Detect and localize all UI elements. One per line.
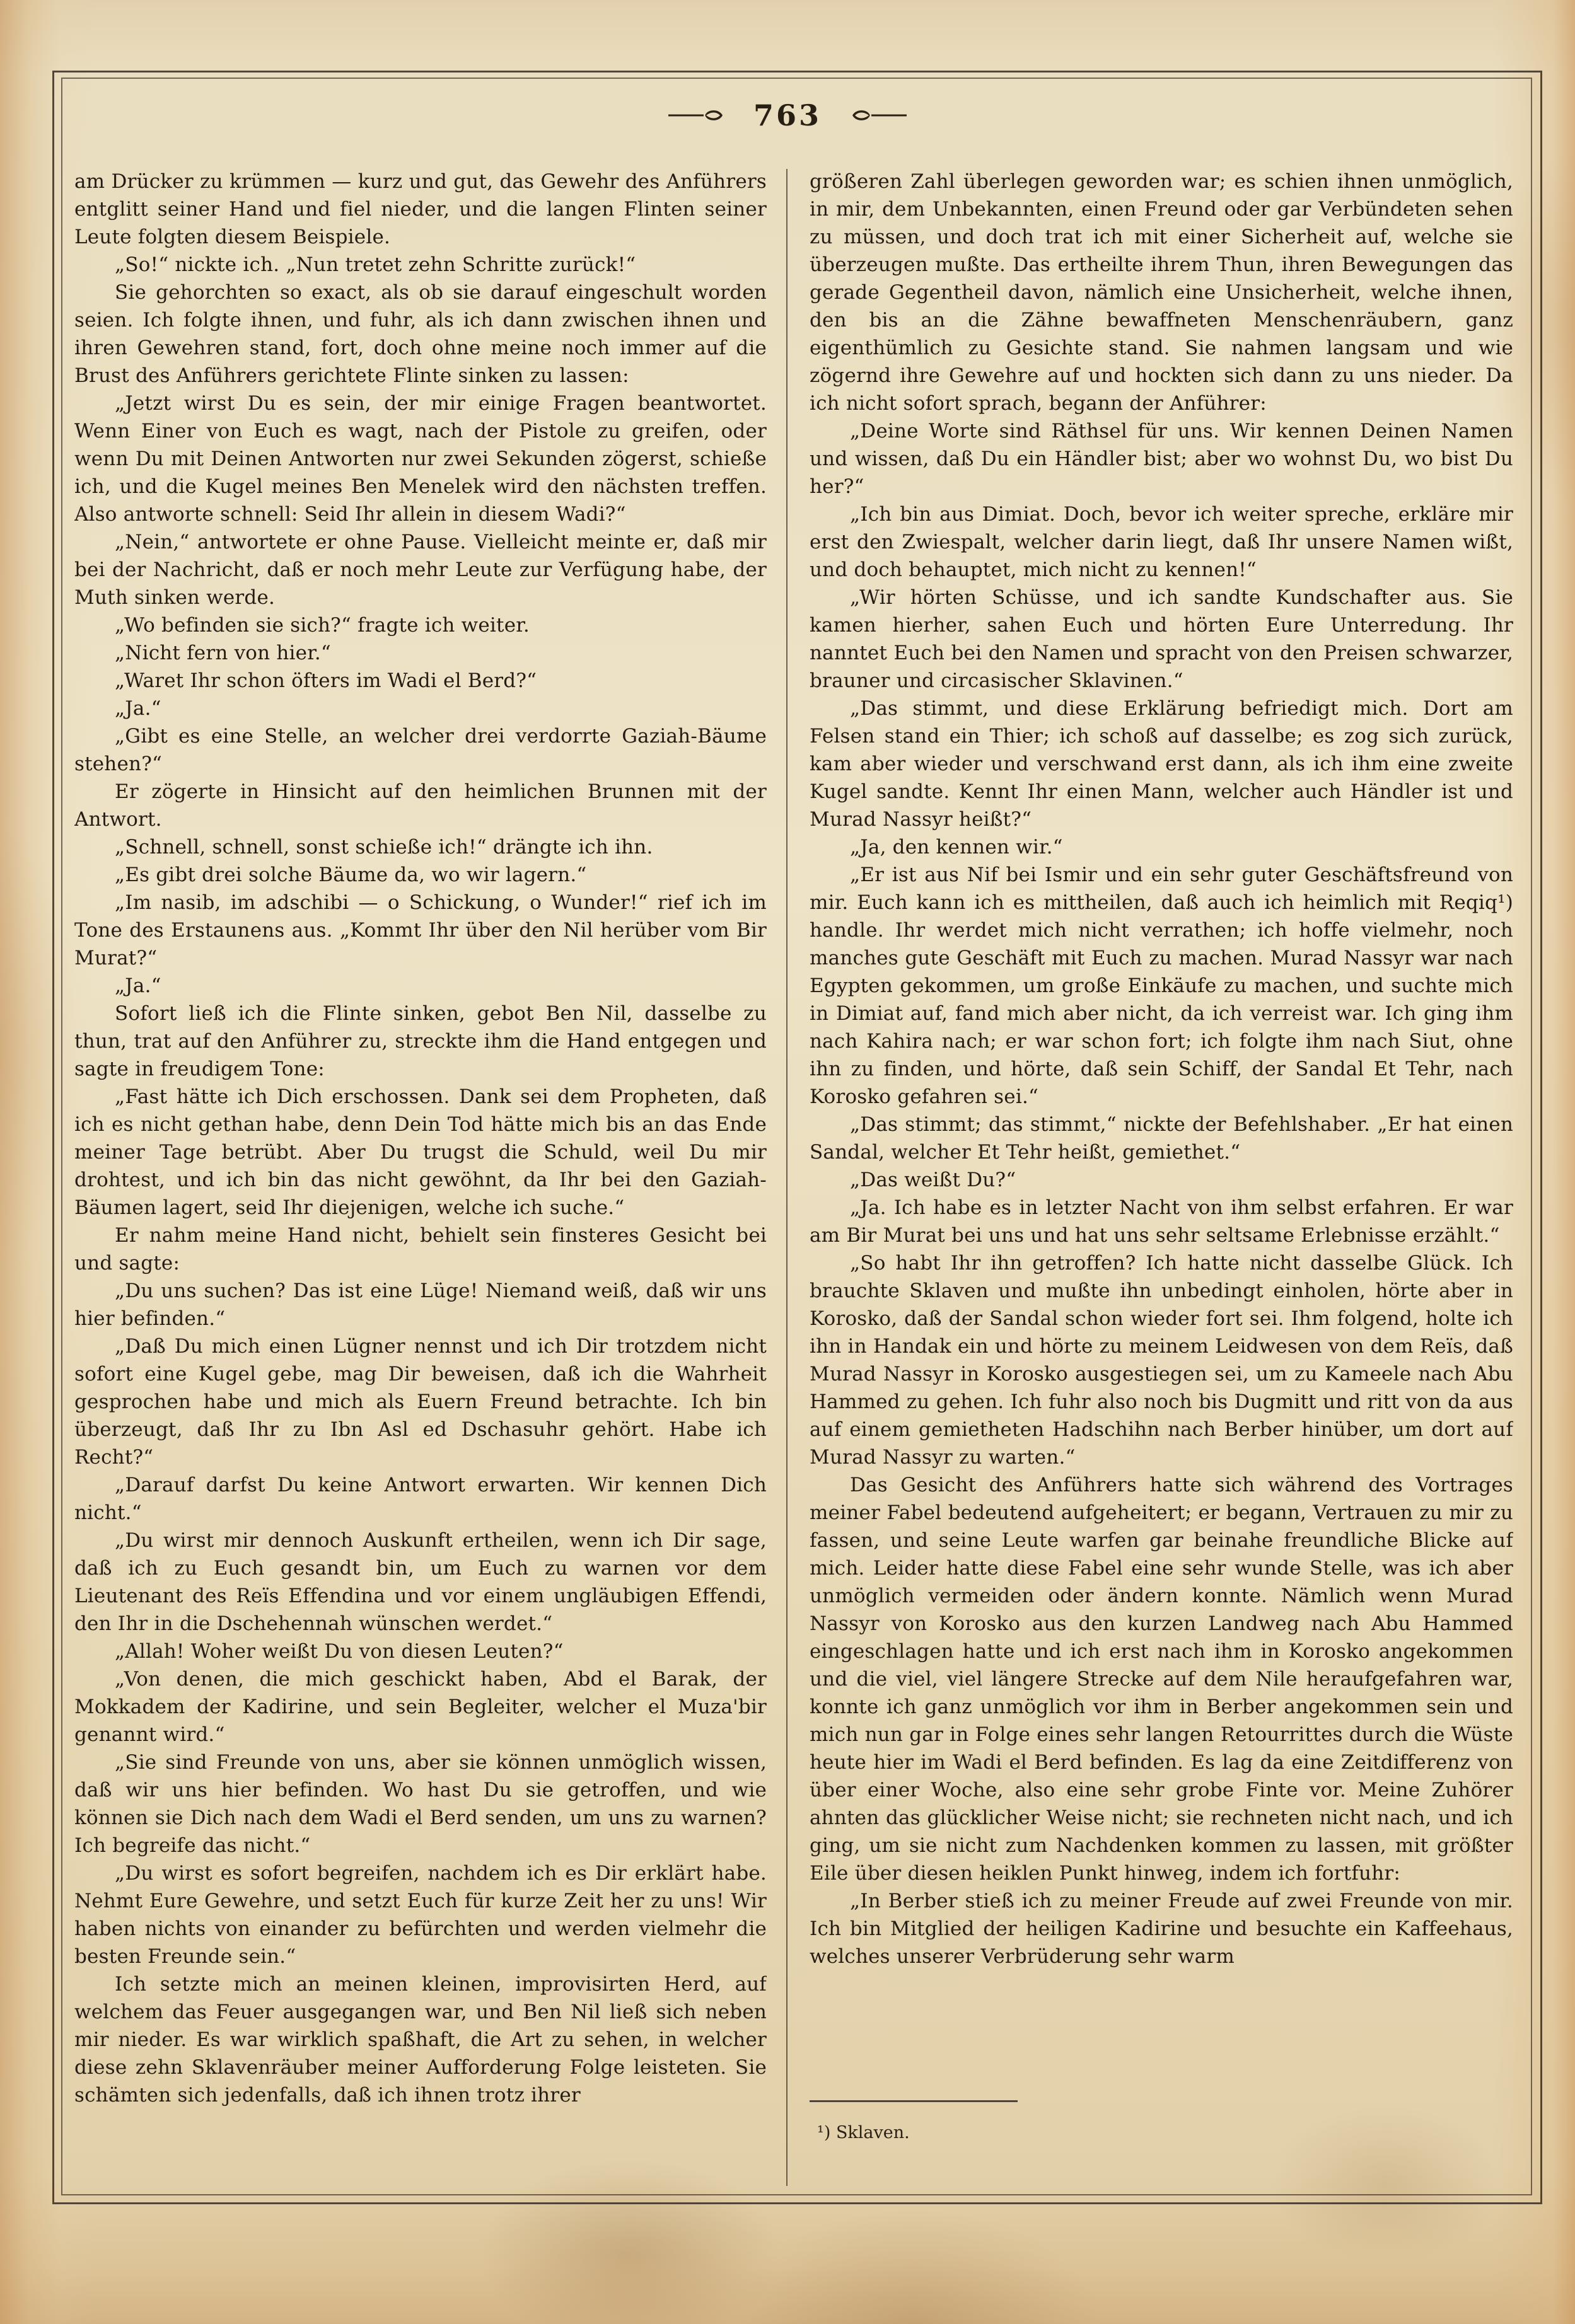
paragraph: „Deine Worte sind Räthsel für uns. Wir kennen Deinen Namen und wissen, daß Du ein Händler bist; aber wo wohnst Du, wo bist Du her?“	[810, 420, 1513, 498]
paragraph: Ich setzte mich an meinen kleinen, improvisirten Herd, auf welchem das Feuer ausgegangen war, und Ben Nil ließ sich neben mir nieder. Es war wirklich spaßhaft, die Art zu sehen, in welcher diese zehn Sklavenräuber meiner Aufforderung Folge leisteten. Sie schämten sich jedenfalls, daß ich ihnen trotz ihrer	[74, 1973, 767, 2107]
paragraph: „Das weißt Du?“	[850, 1169, 1016, 1191]
paragraph: Er zögerte in Hinsicht auf den heimlichen Brunnen mit der Antwort.	[74, 780, 767, 831]
paragraph: Sie gehorchten so exact, als ob sie darauf eingeschult worden seien. Ich folgte ihnen, und fuhr, als ich dann zwischen ihnen und ihren Gewehren stand, fort, doch ohne meine noch immer auf die Brust des Anführers gerichtete Flinte sinken zu lassen:	[74, 281, 767, 387]
paragraph: „Waret Ihr schon öfters im Wadi el Berd?“	[115, 669, 537, 692]
paragraph: Das Gesicht des Anführers hatte sich während des Vortrages meiner Fabel bedeutend aufgeheitert; er begann, Vertrauen zu mir zu fassen, und seine Leute warfen gar beinahe freundliche Blicke auf mich. Leider hatte diese Fabel eine sehr wunde Stelle, was ich aber unmöglich vermeiden oder ändern konnte. Nämlich wenn Murad Nassyr von Korosko aus den kurzen Landweg nach Abu Hammed eingeschlagen hatte und ich erst nach ihm in Korosko angekommen und die viel, viel längere Strecke auf dem Nile heraufgefahren war, konnte ich ganz unmöglich vor ihm in Berber angekommen sein und mich nun gar in Folge eines sehr langen Retourrittes durch die Wüste heute hier im Wadi el Berd befinden. Es lag da eine Zeitdifferenz von über einer Woche, also eine sehr grobe Finte vor. Meine Zuhörer ahnten das glücklicher Weise nicht; sie rechneten nicht nach, und ich ging, um sie nicht zum Nachdenken kommen zu lassen, mit größter Eile über diesen heiklen Punkt hinweg, indem ich fortfuhr:	[810, 1474, 1513, 1885]
paragraph: am Drücker zu krümmen — kurz und gut, das Gewehr des Anführers entglitt seiner Hand und fiel nieder, und die langen Flinten seiner Leute folgten diesem Beispiele.	[74, 170, 767, 248]
page-header	[0, 96, 1575, 132]
paragraph: „In Berber stieß ich zu meiner Freude auf zwei Freunde von mir. Ich bin Mitglied der heiligen Kadirine und besuchte ein Kaffeehaus, welches unserer Verbrüderung sehr warm	[810, 1890, 1513, 1968]
paragraph: „Im nasib, im adschibi — o Schickung, o Wunder!“ rief ich im Tone des Erstaunens aus. „Kommt Ihr über den Nil herüber vom Bir Murat?“	[74, 891, 767, 969]
paragraph: „Ja, den kennen wir.“	[850, 836, 1063, 858]
paragraph: „Das stimmt, und diese Erklärung befriedigt mich. Dort am Felsen stand ein Thier; ich schoß auf dasselbe; es zog sich zurück, kam aber wieder und verschwand erst dann, als ich ihm eine zweite Kugel sandte. Kennt Ihr einen Mann, welcher auch Händler ist und Murad Nassyr heißt?“	[810, 697, 1513, 831]
fleuron-left-icon	[667, 98, 725, 132]
paragraph: „Von denen, die mich geschickt haben, Abd el Barak, der Mokkadem der Kadirine, und sein Begleiter, welcher el Muza'bir genannt wird.“	[74, 1668, 767, 1746]
paragraph: „Das stimmt; das stimmt,“ nickte der Befehlshaber. „Er hat einen Sandal, welcher Et Tehr heißt, gemiethet.“	[810, 1113, 1513, 1164]
paragraph: „Nein,“ antwortete er ohne Pause. Vielleicht meinte er, daß mir bei der Nachricht, daß er noch mehr Leute zur Verfügung habe, der Muth sinken werde.	[74, 531, 767, 609]
paragraph: Er nahm meine Hand nicht, behielt sein finsteres Gesicht bei und sagte:	[74, 1224, 767, 1275]
paragraph: „Ich bin aus Dimiat. Doch, bevor ich weiter spreche, erkläre mir erst den Zwiespalt, welcher darin liegt, daß Ihr unsere Namen wißt, und doch behauptet, mich nicht zu kennen!“	[810, 503, 1513, 581]
paragraph: „Ja.“	[115, 974, 161, 997]
page-number: 763	[753, 98, 822, 132]
paragraph: „Er ist aus Nif bei Ismir und ein sehr guter Geschäftsfreund von mir. Euch kann ich es mittheilen, daß auch ich heimlich mit Reqiq¹) handle. Ihr werdet mich nicht verrathen; ich hoffe vielmehr, noch manches gute Geschäft mit Euch zu machen. Murad Nassyr war nach Egypten gekommen, um große Einkäufe zu machen, und suchte mich in Dimiat auf, fand mich aber nicht, da ich verreist war. Ich ging ihm nach Kahira nach; er war schon fort; ich folgte ihm nach Siut, ohne ihn zu finden, und hörte, daß sein Schiff, der Sandal Et Tehr, nach Korosko gefahren sei.“	[810, 864, 1513, 1108]
paragraph: „Wo befinden sie sich?“ fragte ich weiter.	[115, 614, 530, 637]
paragraph: „Darauf darfst Du keine Antwort erwarten. Wir kennen Dich nicht.“	[74, 1474, 767, 1524]
paragraph: „Ja. Ich habe es in letzter Nacht von ihm selbst erfahren. Er war am Bir Murat bei uns und hat uns sehr seltsame Erlebnisse erzählt.“	[810, 1196, 1513, 1247]
paragraph: „Nicht fern von hier.“	[115, 642, 331, 664]
fleuron-right-icon	[850, 98, 908, 132]
paragraph: „Sie sind Freunde von uns, aber sie können unmöglich wissen, daß wir uns hier befinden. Wo hast Du sie getroffen, und wie können sie Dich nach dem Wadi el Berd senden, um uns zu warnen? Ich begreife das nicht.“	[74, 1751, 767, 1857]
paragraph: „Schnell, schnell, sonst schieße ich!“ drängte ich ihn.	[115, 836, 653, 858]
paragraph: „Ja.“	[115, 697, 161, 720]
footnote-separator-rule	[810, 2100, 1018, 2102]
paragraph: „Gibt es eine Stelle, an welcher drei verdorrte Gaziah-Bäume stehen?“	[74, 725, 767, 775]
paragraph: „Jetzt wirst Du es sein, der mir einige Fragen beantwortet. Wenn Einer von Euch es wagt, nach der Pistole zu greifen, oder wenn Du mit Deinen Antworten nur zwei Sekunden zögerst, schieße ich, und die Kugel meines Ben Menelek wird den nächsten treffen. Also antworte schnell: Seid Ihr allein in diesem Wadi?“	[74, 392, 767, 526]
paragraph: „So habt Ihr ihn getroffen? Ich hatte nicht dasselbe Glück. Ich brauchte Sklaven und mußte ihn unbedingt einholen, hörte aber in Korosko, daß der Sandal schon wieder fort sei. Ihm folgend, holte ich ihn in Handak ein und hörte zu meinem Leidwesen von dem Reïs, daß Murad Nassyr in Korosko ausgestiegen sei, um zu Kameele nach Abu Hammed zu gehen. Ich fuhr also noch bis Dugmitt und ritt von da aus auf einem gemietheten Hadschihn nach Berber hinüber, um dort auf Murad Nassyr zu warten.“	[810, 1252, 1513, 1469]
paragraph: „Es gibt drei solche Bäume da, wo wir lagern.“	[115, 864, 587, 886]
footnote-text: ¹) Sklaven.	[817, 2123, 910, 2142]
paragraph: „Daß Du mich einen Lügner nennst und ich Dir trotzdem nicht sofort eine Kugel gebe, mag Dir beweisen, daß ich die Wahrheit gesprochen habe und mich als Euern Freund betrachte. Ich bin überzeugt, daß Ihr zu Ibn Asl ed Dschasuhr gehört. Habe ich Recht?“	[74, 1335, 767, 1469]
paragraph: „Allah! Woher weißt Du von diesen Leuten?“	[115, 1640, 564, 1663]
paragraph: größeren Zahl überlegen geworden war; es schien ihnen unmöglich, in mir, dem Unbekannten, einen Freund oder gar Verbündeten sehen zu müssen, und doch trat ich mit einer Sicherheit auf, welche sie überzeugen mußte. Das ertheilte ihrem Thun, ihren Bewegungen das gerade Gegentheil davon, nämlich eine Unsicherheit, welche ihnen, den bis an die Zähne bewaffneten Menschenräubern, ganz eigenthümlich zu Gesichte stand. Sie nahmen langsam und wie zögernd ihre Gewehre auf und hockten sich dann zu uns nieder. Da ich nicht sofort sprach, begann der Anführer:	[810, 170, 1513, 415]
paragraph: Sofort ließ ich die Flinte sinken, gebot Ben Nil, dasselbe zu thun, trat auf den Anführer zu, streckte ihm die Hand entgegen und sagte in freudigem Tone:	[74, 1002, 767, 1080]
column-divider-rule	[786, 169, 788, 2186]
paragraph: „So!“ nickte ich. „Nun tretet zehn Schritte zurück!“	[115, 253, 636, 276]
paragraph: „Wir hörten Schüsse, und ich sandte Kundschafter aus. Sie kamen hierher, sahen Euch und hörten Eure Unterredung. Ihr nanntet Euch bei den Namen und spracht von den Preisen schwarzer, brauner und circasischer Sklavinen.“	[810, 586, 1513, 692]
paragraph: „Du wirst es sofort begreifen, nachdem ich es Dir erklärt habe. Nehmt Eure Gewehre, und setzt Euch für kurze Zeit her zu uns! Wir haben nichts von einander zu befürchten und werden vielmehr die besten Freunde sein.“	[74, 1862, 767, 1968]
text-column-right	[810, 168, 1513, 2094]
paragraph: „Fast hätte ich Dich erschossen. Dank sei dem Propheten, daß ich es nicht gethan habe, denn Dein Tod hätte mich bis an das Ende meiner Tage betrübt. Aber Du trugst die Schuld, weil Du mir drohtest, und ich bin das nicht gewöhnt, da Ihr bei den Gaziah-Bäumen lagert, seid Ihr diejenigen, welche ich suche.“	[74, 1085, 767, 1219]
text-column-left	[74, 168, 767, 2188]
paragraph: „Du uns suchen? Das ist eine Lüge! Niemand weiß, daß wir uns hier befinden.“	[74, 1280, 767, 1330]
paragraph: „Du wirst mir dennoch Auskunft ertheilen, wenn ich Dir sage, daß ich zu Euch gesandt bin, um Euch zu warnen vor dem Lieutenant des Reïs Effendina und vor einem ungläubigen Effendi, den Ihr in die Dschehennah wünschen werdet.“	[74, 1529, 767, 1635]
